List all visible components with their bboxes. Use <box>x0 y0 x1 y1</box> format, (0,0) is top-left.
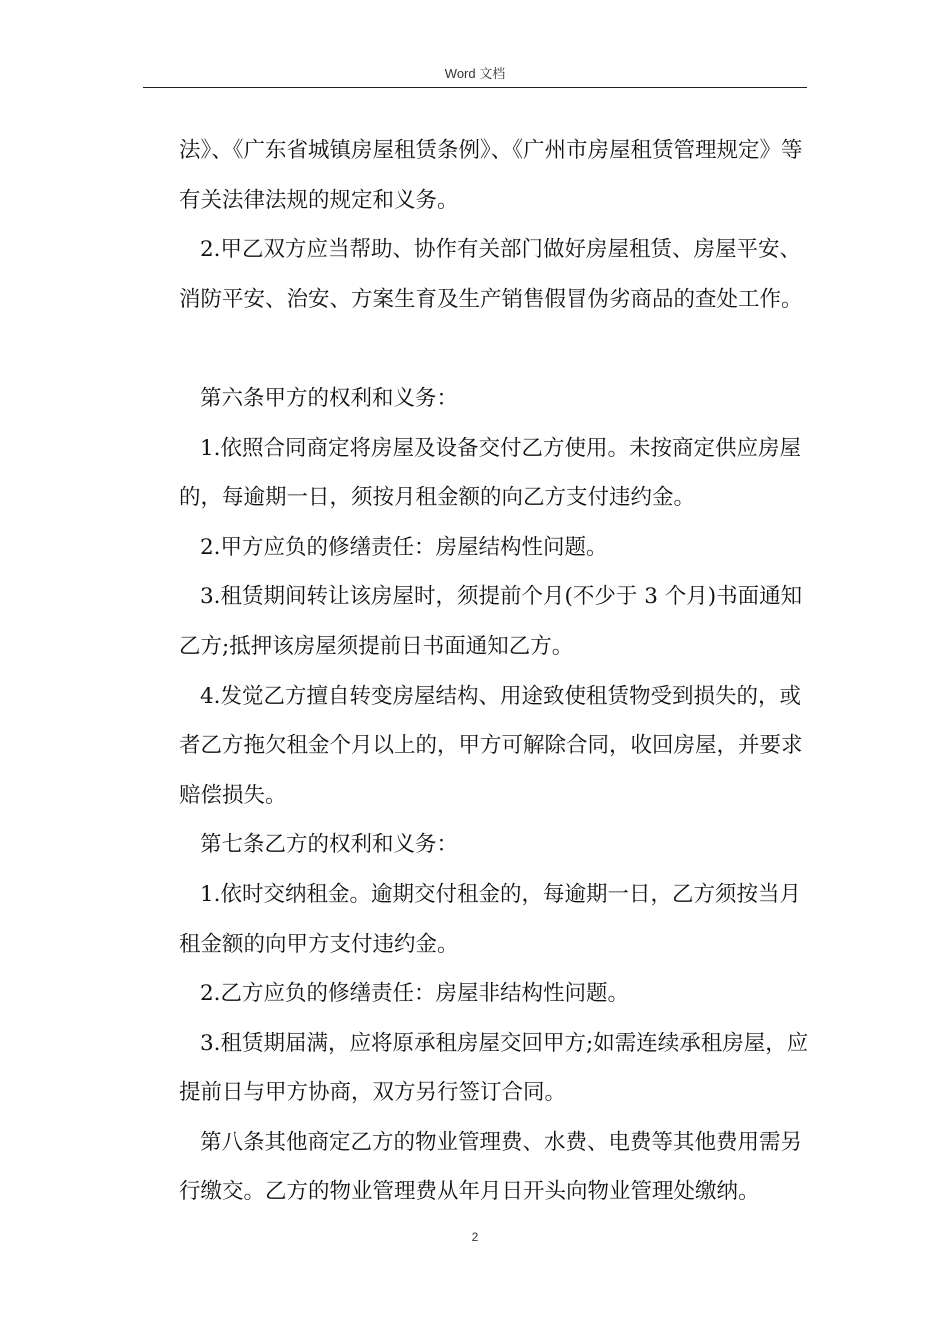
article-six-item-4: 4.发觉乙方擅自转变房屋结构、用途致使租赁物受到损失的，或者乙方拖欠租金个月以上的，甲方可解除合同，收回房屋，并要求赔偿损失。 <box>179 683 803 808</box>
article-seven-heading: 第七条乙方的权利和义务： <box>200 832 459 858</box>
paragraph-law-reference: 法》、《广东省城镇房屋租赁条例》、《广州市房屋租赁管理规定》等有关法律法规的规定和义务。 <box>179 138 803 213</box>
page-header: Word 文档 <box>444 66 506 81</box>
article-six-item-3: 3.租赁期间转让该房屋时，须提前个月(不少于 3 个月)书面通知乙方;抵押该房屋须提前日书面通知乙方。 <box>179 584 803 659</box>
article-seven-item-3: 3.租赁期届满，应将原承租房屋交回甲方;如需连续承租房屋，应提前日与甲方协商，双方另行签订合同。 <box>179 1030 809 1106</box>
article-six-item-2: 2.甲方应负的修缮责任：房屋结构性问题。 <box>200 534 608 560</box>
document-body <box>179 126 815 1217</box>
header-divider <box>143 87 807 88</box>
article-six-heading: 第六条甲方的权利和义务： <box>200 385 459 411</box>
paragraph-cooperation: 2.甲乙双方应当帮助、协作有关部门做好房屋租赁、房屋平安、消防平安、治安、方案生育及生产销售假冒伪劣商品的查处工作。 <box>179 237 803 312</box>
blank-line <box>179 324 815 374</box>
article-seven-item-2: 2.乙方应负的修缮责任：房屋非结构性问题。 <box>200 981 630 1007</box>
article-six-item-1: 1.依照合同商定将房屋及设备交付乙方使用。未按商定供应房屋的，每逾期一日，须按月租金额的向乙方支付违约金。 <box>179 435 802 511</box>
page-number: 2 <box>471 1230 479 1244</box>
article-seven-item-1: 1.依时交纳租金。逾期交付租金的，每逾期一日，乙方须按当月租金额的向甲方支付违约金。 <box>179 881 802 957</box>
article-eight: 第八条其他商定乙方的物业管理费、水费、电费等其他费用需另行缴交。乙方的物业管理费从年月日开头向物业管理处缴纳。 <box>179 1129 803 1205</box>
